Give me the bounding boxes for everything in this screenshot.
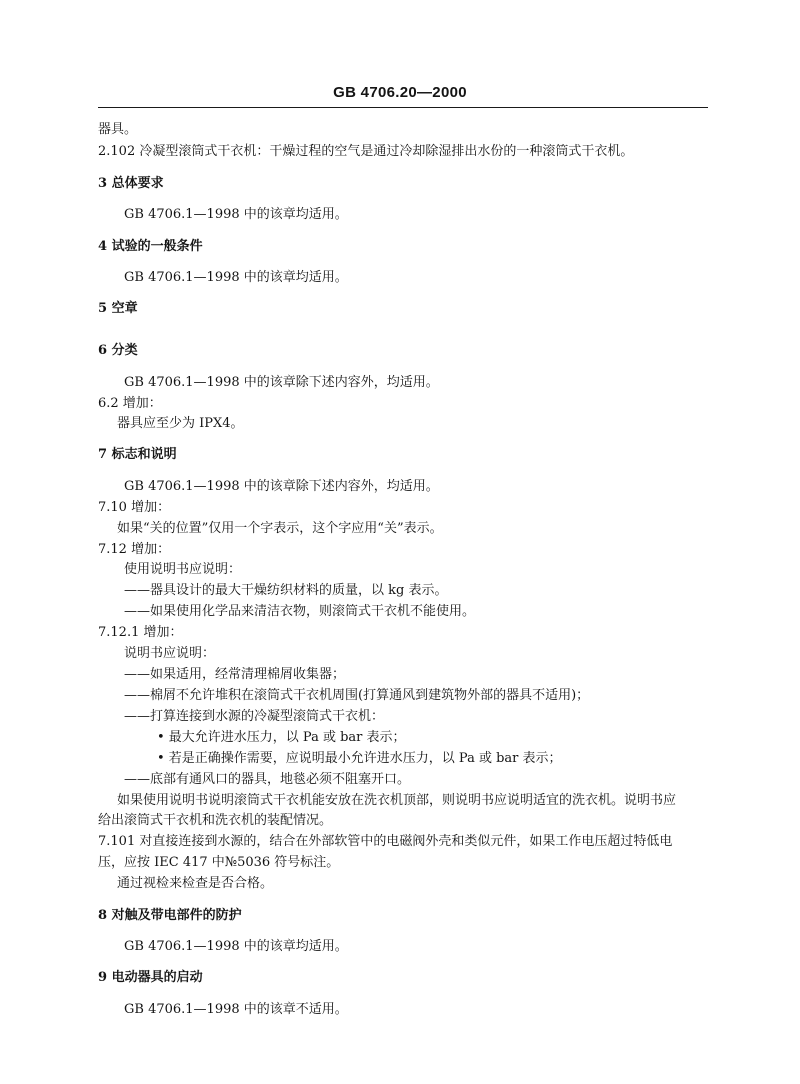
clause-6-2: 6.2 增加： — [98, 396, 162, 411]
text-line: 说明书应说明： — [124, 646, 216, 661]
text-line: GB 4706.1—1998 中的该章均适用。 — [124, 939, 348, 954]
heading-3: 3 总体要求 — [98, 176, 164, 191]
heading-6: 6 分类 — [98, 343, 138, 358]
text-line: 使用说明书应说明： — [124, 562, 242, 577]
heading-4: 4 试验的一般条件 — [98, 239, 203, 254]
header-rule — [98, 107, 708, 108]
text-line: 器具。 — [98, 122, 138, 137]
text-line: 压，应按 IEC 417 中№5036 符号标注。 — [98, 855, 340, 870]
text-line: GB 4706.1—1998 中的该章均适用。 — [124, 207, 348, 222]
text-line: 通过视检来检查是否合格。 — [117, 876, 274, 891]
list-item: ——棉屑不允许堆积在滚筒式干衣机周围(打算通风到建筑物外部的器具不适用)； — [124, 688, 590, 703]
clause-2-102: 2.102 冷凝型滚筒式干衣机：干燥过程的空气是通过冷却除湿排出水份的一种滚筒式干衣机。 — [98, 144, 634, 159]
heading-5: 5 空章 — [98, 301, 138, 316]
text-line: GB 4706.1—1998 中的该章除下述内容外，均适用。 — [124, 479, 439, 494]
sub-list-item: • 最大允许进水压力，以 Pa 或 bar 表示； — [157, 730, 406, 745]
clause-7-12: 7.12 增加： — [98, 542, 171, 557]
text-line: 给出滚筒式干衣机和洗衣机的装配情况。 — [98, 813, 333, 828]
text-line: 如果使用说明书说明滚筒式干衣机能安放在洗衣机顶部，则说明书应说明适宜的洗衣机。说明书应 — [117, 793, 677, 808]
page-header: GB 4706.20—2000 — [333, 84, 467, 101]
clause-7-10: 7.10 增加： — [98, 500, 171, 515]
list-item: ——打算连接到水源的冷凝型滚筒式干衣机： — [124, 709, 385, 724]
clause-7-12-1: 7.12.1 增加： — [98, 625, 183, 640]
list-item: ——如果适用，经常清理棉屑收集器； — [124, 667, 346, 682]
clause-7-101: 7.101 对直接连接到水源的，结合在外部软管中的电磁阀外壳和类似元件，如果工作电压超过特低电 — [98, 834, 673, 849]
heading-8: 8 对触及带电部件的防护 — [98, 908, 242, 923]
text-line: GB 4706.1—1998 中的该章除下述内容外，均适用。 — [124, 375, 439, 390]
list-item: ——器具设计的最大干燥纺织材料的质量，以 kg 表示。 — [124, 583, 448, 598]
sub-list-item: • 若是正确操作需要，应说明最小允许进水压力，以 Pa 或 bar 表示； — [157, 751, 562, 766]
text-line: 器具应至少为 IPX4。 — [117, 416, 244, 431]
list-item: ——底部有通风口的器具，地毯必须不阻塞开口。 — [124, 772, 411, 787]
heading-7: 7 标志和说明 — [98, 447, 177, 462]
heading-9: 9 电动器具的启动 — [98, 970, 203, 985]
list-item: ——如果使用化学品来清洁衣物，则滚筒式干衣机不能使用。 — [124, 604, 476, 619]
text-line: GB 4706.1—1998 中的该章均适用。 — [124, 270, 348, 285]
text-line: GB 4706.1—1998 中的该章不适用。 — [124, 1002, 348, 1017]
text-line: 如果“关的位置”仅用一个字表示，这个字应用“关”表示。 — [117, 521, 443, 536]
